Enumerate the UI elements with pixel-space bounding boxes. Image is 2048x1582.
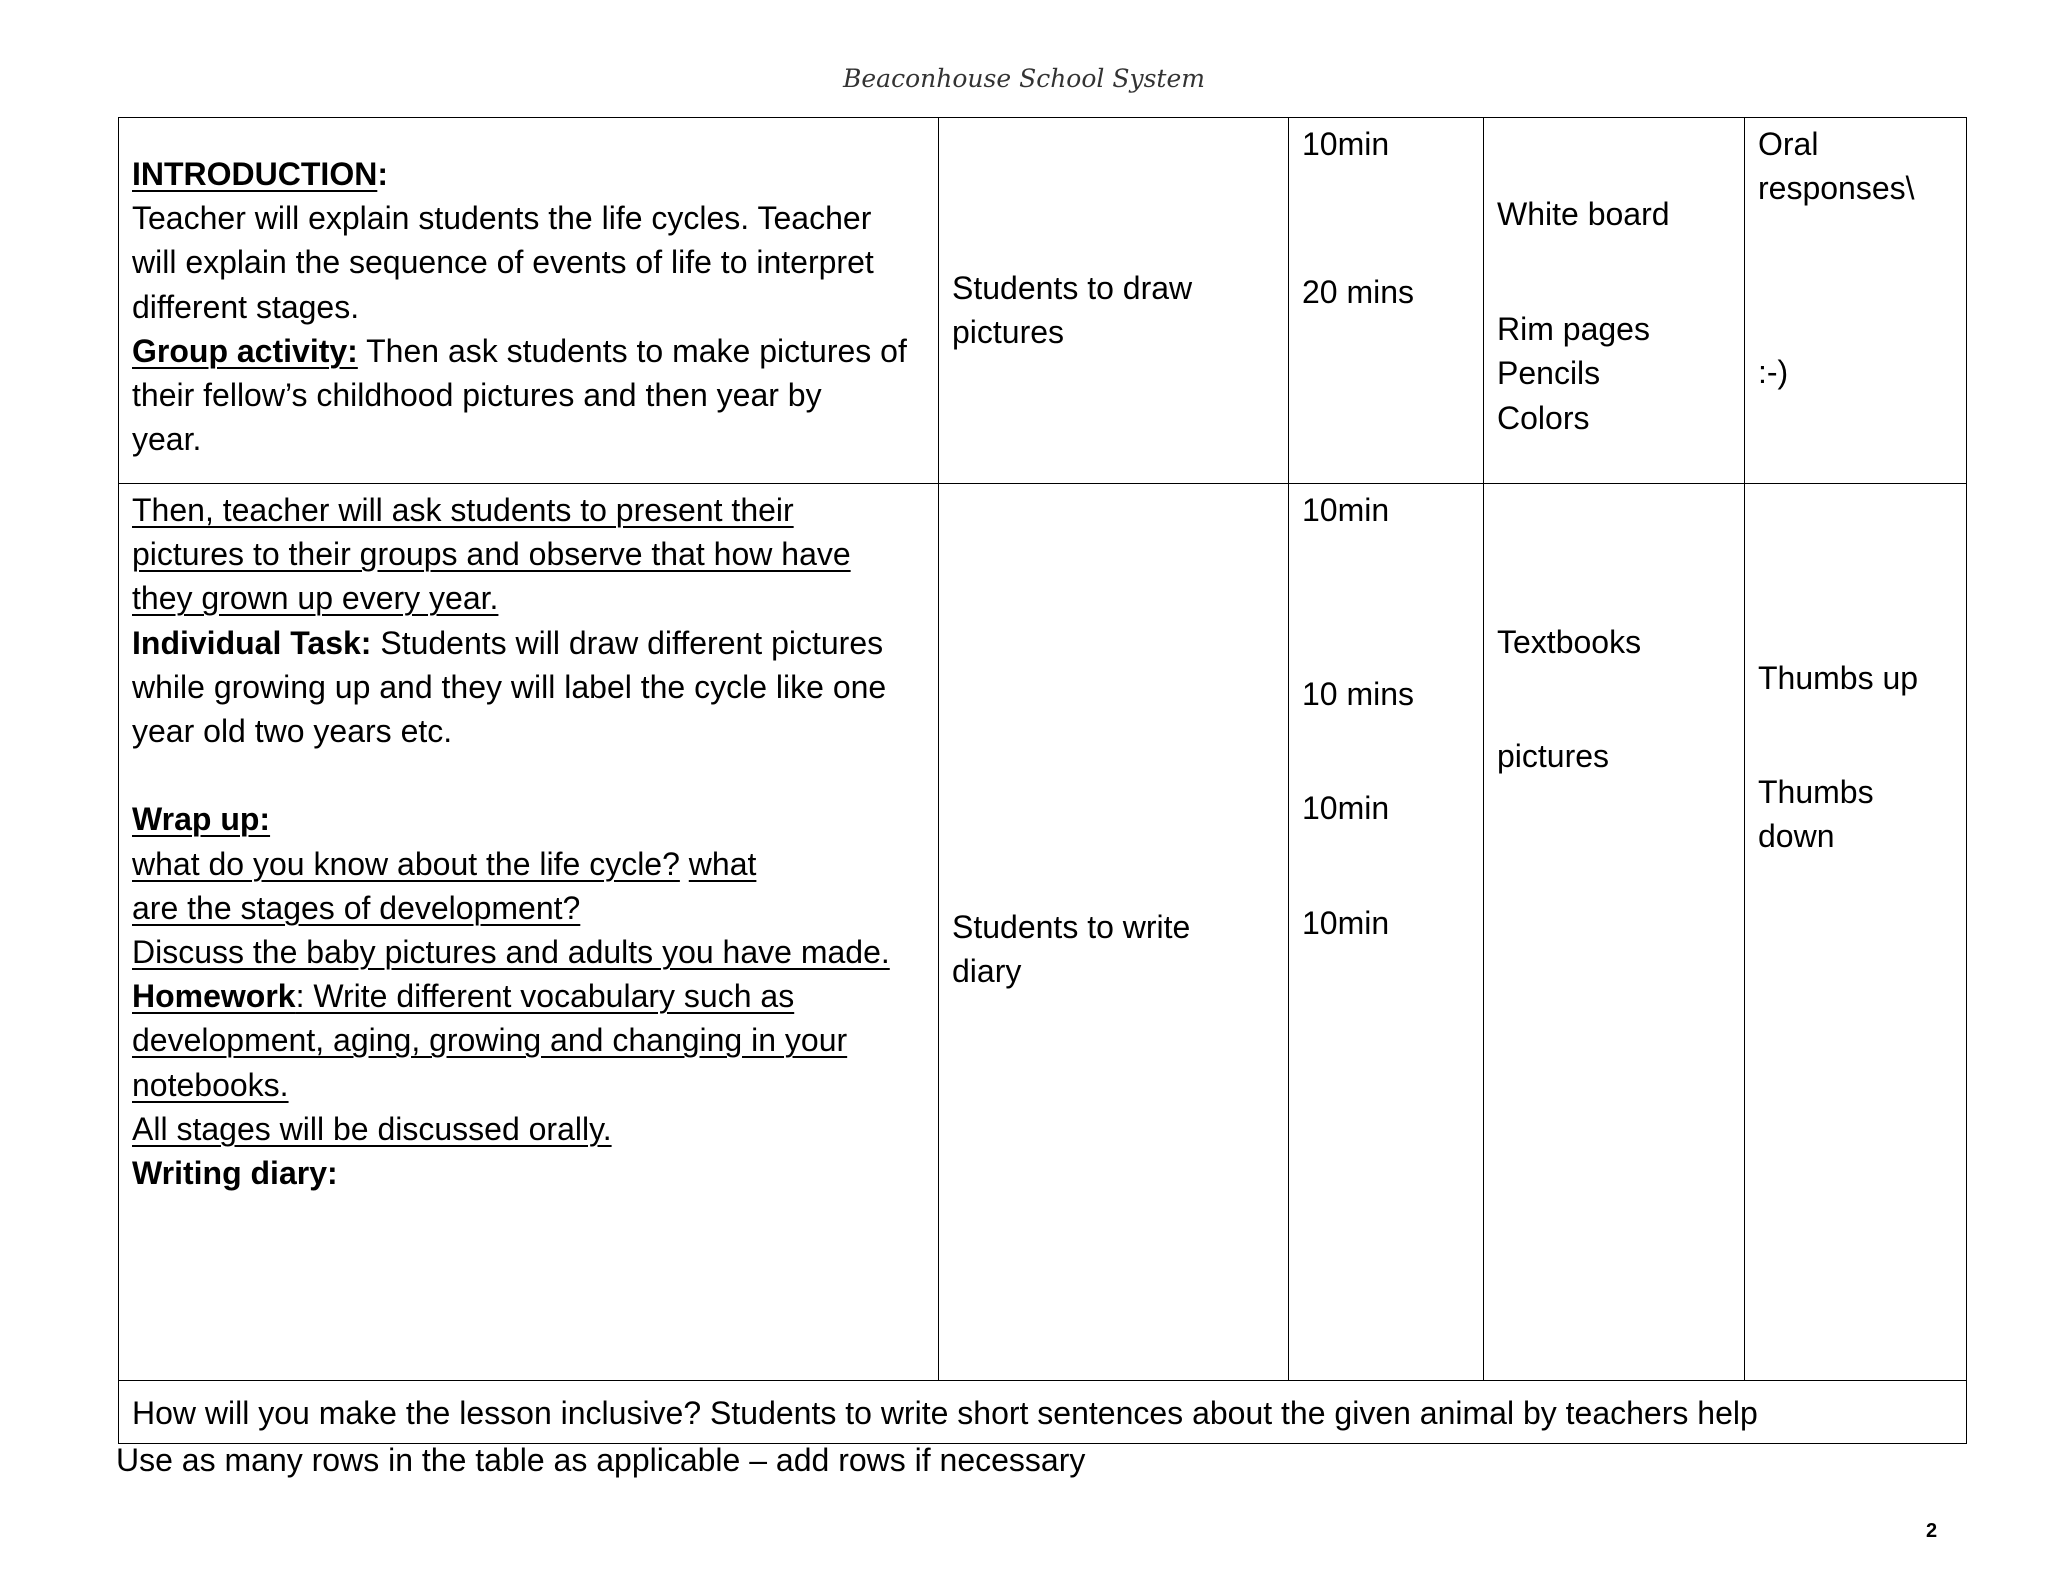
resource-item: Textbooks bbox=[1497, 624, 1642, 660]
wrap-up-question-line bbox=[132, 842, 926, 886]
time-value: 10min bbox=[1302, 904, 1390, 941]
introduction-line: Teacher will explain students the life cycles. Teacher bbox=[132, 200, 872, 237]
introduction-line: will explain the sequence of events of life to interpret bbox=[132, 244, 874, 281]
activity-line: pictures bbox=[952, 314, 1065, 351]
assessment-item: responses\ bbox=[1758, 170, 1915, 207]
homework-line: development, aging, growing and changing in your bbox=[132, 1022, 848, 1059]
present-line: pictures to their groups and observe that how have bbox=[132, 536, 851, 573]
writing-diary-label: Writing diary: bbox=[132, 1155, 338, 1192]
homework-line: notebooks. bbox=[132, 1066, 289, 1103]
time-value: 20 mins bbox=[1302, 274, 1415, 311]
homework-line bbox=[132, 974, 926, 1018]
group-activity-label: Group activity: bbox=[132, 332, 358, 369]
resource-item: Pencils bbox=[1497, 355, 1601, 392]
procedure-cell bbox=[119, 118, 939, 484]
time-cell bbox=[1289, 484, 1484, 1381]
group-activity-line bbox=[132, 329, 926, 373]
activity-line: Students to draw bbox=[952, 270, 1193, 306]
inclusive-text: How will you make the lesson inclusive? Students to write short sentences about the given animal by teachers help bbox=[132, 1395, 1758, 1431]
table-row bbox=[119, 484, 1967, 1381]
resource-item: Colors bbox=[1497, 399, 1590, 436]
wrap-up-question: what do you know about the life cycle? bbox=[132, 845, 680, 882]
homework-text: : Write different vocabulary such as bbox=[295, 978, 795, 1015]
assessment-item: :-) bbox=[1758, 354, 1789, 391]
assessment-item: Thumbs up bbox=[1758, 660, 1919, 696]
assessment-cell bbox=[1745, 118, 1967, 484]
group-activity-text: Then ask students to make pictures of bbox=[357, 332, 907, 369]
assessment-item: Thumbs bbox=[1758, 774, 1874, 811]
time-cell bbox=[1289, 118, 1484, 484]
present-line: Then, teacher will ask students to present their bbox=[132, 492, 794, 528]
time-value: 10 mins bbox=[1302, 676, 1415, 713]
group-activity-line: their fellow’s childhood pictures and then year by bbox=[132, 377, 822, 414]
homework-label: Homework bbox=[132, 978, 296, 1015]
time-value: 10min bbox=[1302, 492, 1390, 528]
introduction-colon: : bbox=[377, 156, 388, 192]
assessment-cell bbox=[1745, 484, 1967, 1381]
activity-cell bbox=[939, 484, 1289, 1381]
wrap-up-label: Wrap up: bbox=[132, 801, 271, 838]
table-row bbox=[119, 118, 1967, 484]
procedure-cell bbox=[119, 484, 939, 1381]
inclusive-cell bbox=[119, 1381, 1967, 1444]
individual-task-text: Students will draw different pictures bbox=[371, 624, 884, 661]
introduction-line: different stages. bbox=[132, 288, 360, 325]
activity-line: diary bbox=[952, 953, 1022, 990]
resource-item: Rim pages bbox=[1497, 311, 1650, 348]
resource-item: pictures bbox=[1497, 738, 1610, 775]
individual-task-line: year old two years etc. bbox=[132, 713, 453, 750]
discuss-line: Discuss the baby pictures and adults you have made. bbox=[132, 934, 890, 971]
resources-cell bbox=[1484, 118, 1745, 484]
wrap-up-question: what bbox=[688, 845, 757, 882]
stages-line: All stages will be discussed orally. bbox=[132, 1110, 612, 1147]
time-value: 10min bbox=[1302, 790, 1390, 827]
wrap-up-question: are the stages of development? bbox=[132, 889, 581, 926]
page-header: Beaconhouse School System bbox=[843, 64, 1205, 93]
present-line: they grown up every year. bbox=[132, 580, 499, 617]
individual-task-label: Individual Task: bbox=[132, 624, 372, 661]
lesson-plan-table bbox=[118, 117, 1967, 1444]
resource-item: White board bbox=[1497, 196, 1670, 232]
individual-task-line bbox=[132, 621, 926, 665]
introduction-heading-line bbox=[132, 152, 926, 196]
inclusive-row bbox=[119, 1381, 1967, 1444]
individual-task-line: while growing up and they will label the cycle like one bbox=[132, 668, 887, 705]
group-activity-line: year. bbox=[132, 421, 202, 458]
time-value: 10min bbox=[1302, 126, 1390, 162]
activity-cell bbox=[939, 118, 1289, 484]
assessment-item: Oral bbox=[1758, 126, 1819, 162]
page-number: 2 bbox=[1926, 1520, 1938, 1542]
table-usage-note: Use as many rows in the table as applicable – add rows if necessary bbox=[116, 1442, 1086, 1478]
assessment-item: down bbox=[1758, 818, 1835, 855]
introduction-heading: INTRODUCTION bbox=[132, 156, 378, 192]
resources-cell bbox=[1484, 484, 1745, 1381]
activity-line: Students to write bbox=[952, 909, 1191, 945]
